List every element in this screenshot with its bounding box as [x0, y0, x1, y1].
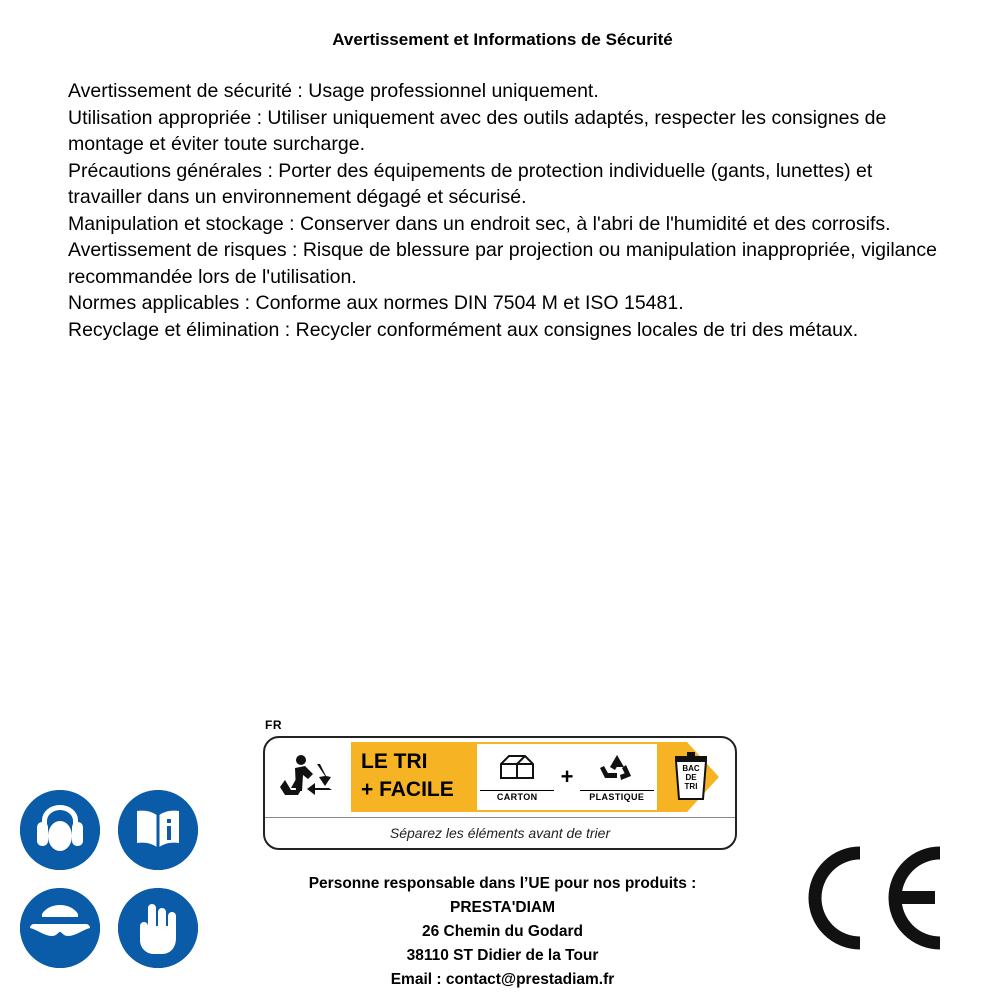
safety-information-text: [68, 78, 938, 343]
triman-icon: [265, 738, 351, 816]
ear-protection-icon: [20, 790, 100, 870]
safety-paragraph: Normes applicables : Conforme aux normes DIN 7504 M et ISO 15481.: [68, 292, 684, 314]
label-material-caption: PLASTIQUE: [580, 790, 654, 802]
label-plus-separator: +: [560, 764, 574, 789]
read-manual-icon: [118, 790, 198, 870]
label-headline-line1: LE TRI: [361, 750, 428, 773]
label-material-caption: CARTON: [480, 790, 554, 802]
recycling-label-box: [263, 736, 737, 850]
responsible-heading-suffix: pour nos produits :: [549, 875, 697, 892]
safety-paragraph: Utilisation appropriée : Utiliser uniquement avec des outils adaptés, respecter les consignes de montage et éviter toute surcharge.: [68, 106, 887, 155]
waste-bin-icon: [663, 750, 719, 806]
responsible-company: PRESTA'DIAM: [449, 899, 555, 916]
responsible-heading-prefix: Personne responsable dans l’: [308, 875, 529, 892]
label-material-plastique: [580, 752, 654, 802]
safety-paragraph: Avertissement de risques : Risque de blessure par projection ou manipulation inappropriée, vigilance recommandée lors de l'utilisation.: [68, 239, 937, 288]
label-footer-text: Séparez les éléments avant de trier: [265, 817, 735, 848]
responsible-heading-eu: UE: [528, 875, 550, 892]
recycling-label: [263, 718, 735, 848]
responsible-city: 38110 ST Didier de la Tour: [406, 947, 599, 964]
label-country-code: FR: [265, 718, 282, 732]
responsible-address: 26 Chemin du Godard: [421, 923, 584, 940]
safety-paragraph: Manipulation et stockage : Conserver dans un endroit sec, à l'abri de l'humidité et des corrosifs.: [68, 212, 891, 235]
carton-box-icon: [495, 752, 539, 784]
page-title: Avertissement et Informations de Sécurité: [332, 30, 673, 49]
ce-mark-icon: [800, 843, 950, 953]
label-headline-line2: + FACILE: [361, 778, 454, 801]
label-headline: [361, 748, 471, 806]
responsible-email: Email : contact@prestadiam.fr: [390, 971, 615, 988]
bin-label-line2: DE: [685, 773, 697, 782]
label-material-carton: [480, 752, 554, 802]
label-materials-panel: [477, 744, 657, 810]
bin-label-line1: BAC: [682, 764, 700, 773]
plastic-recycle-icon: [595, 752, 639, 784]
safety-paragraph: Recyclage et élimination : Recycler conformément aux consignes locales de tri des métaux.: [68, 318, 859, 341]
bin-label: [673, 764, 709, 791]
bin-label-line3: TRI: [684, 782, 698, 791]
safety-paragraph: Précautions générales : Porter des équipements de protection individuelle (gants, lunettes) et travailler dans un environnement dégagé et sécurisé.: [68, 159, 873, 208]
safety-paragraph: Avertissement de sécurité : Usage professionnel uniquement.: [68, 80, 599, 102]
